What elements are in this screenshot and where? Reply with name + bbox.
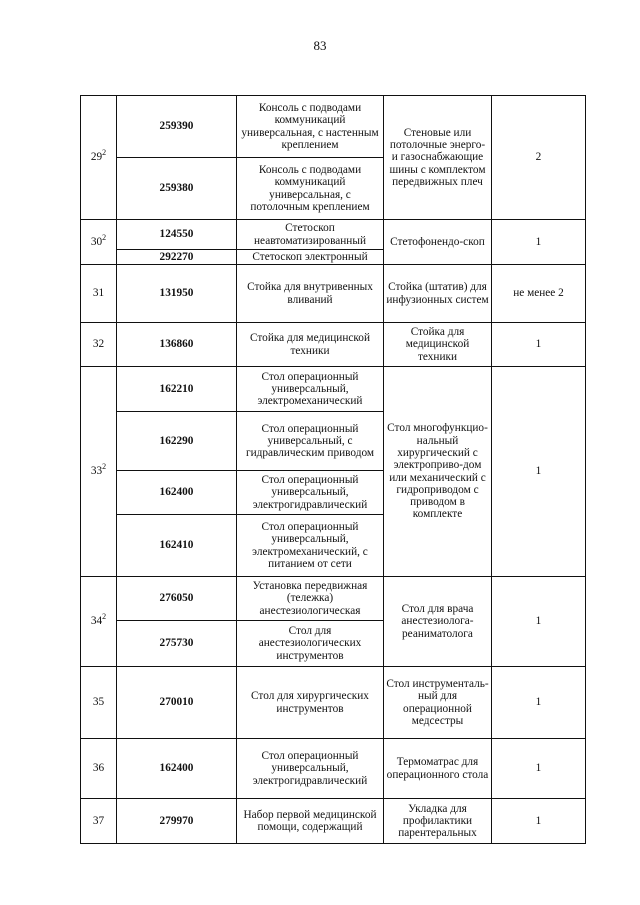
product-code: 124550 (117, 220, 237, 250)
product-code: 131950 (117, 265, 237, 323)
quantity: 1 (492, 799, 586, 844)
product-name: Стол для хирургических инструментов (237, 667, 384, 739)
equipment-table (80, 95, 586, 844)
quantity: 1 (492, 667, 586, 739)
row-number: $34^2$ (81, 577, 117, 667)
product-name: Набор первой медицинской помощи, содержащий (237, 799, 384, 844)
quantity: 1 (492, 323, 586, 367)
table-row (81, 367, 586, 412)
row-number: 31 (81, 265, 117, 323)
standard-name: Стол инструменталь-ный для операционной медсестры (384, 667, 492, 739)
quantity: 1 (492, 220, 586, 265)
product-name: Стетоскоп электронный (237, 250, 384, 265)
standard-name: Стетофонендо-скоп (384, 220, 492, 265)
product-name: Установка передвижная (тележка) анестезиологическая (237, 577, 384, 621)
row-number: 32 (81, 323, 117, 367)
product-name: Стетоскоп неавтоматизированный (237, 220, 384, 250)
product-name: Стол операционный универсальный, электромеханический, с питанием от сети (237, 515, 384, 577)
standard-name: Стеновые или потолочные энерго- и газоснабжающие шины с комплектом передвижных плеч (384, 96, 492, 220)
product-name: Стойка для внутривенных вливаний (237, 265, 384, 323)
product-name: Стойка для медицинской техники (237, 323, 384, 367)
standard-name: Стойка для медицинской техники (384, 323, 492, 367)
product-name: Стол для анестезиологических инструментов (237, 621, 384, 667)
row-number: 37 (81, 799, 117, 844)
product-code: 136860 (117, 323, 237, 367)
table-row (81, 323, 586, 367)
product-code: 162400 (117, 471, 237, 515)
product-code: 259390 (117, 96, 237, 158)
product-name: Стол операционный универсальный, электрогидравлический (237, 471, 384, 515)
product-name: Консоль с подводами коммуникаций универсальная, с потолочным креплением (237, 158, 384, 220)
page-number: 83 (313, 38, 327, 53)
standard-name: Термоматрас для операционного стола (384, 739, 492, 799)
product-name: Консоль с подводами коммуникаций универсальная, с настенным креплением (237, 96, 384, 158)
product-code: 162400 (117, 739, 237, 799)
product-code: 276050 (117, 577, 237, 621)
quantity: не менее 2 (492, 265, 586, 323)
product-code: 162210 (117, 367, 237, 412)
product-code: 259380 (117, 158, 237, 220)
product-name: Стол операционный универсальный, электрогидравлический (237, 739, 384, 799)
standard-name: Стол многофункцио-нальный хирургический с электроприво-дом или механический с гидроприводом с приводом в комплекте (384, 367, 492, 577)
table-row (81, 667, 586, 739)
table-row (81, 577, 586, 621)
standard-name: Укладка для профилактики парентеральных (384, 799, 492, 844)
row-number: $29^2$ (81, 96, 117, 220)
table-row (81, 739, 586, 799)
product-code: 292270 (117, 250, 237, 265)
row-number: $30^2$ (81, 220, 117, 265)
table-row (81, 799, 586, 844)
row-number: 36 (81, 739, 117, 799)
quantity: 2 (492, 96, 586, 220)
row-number: $33^2$ (81, 367, 117, 577)
standard-name: Стойка (штатив) для инфузионных систем (384, 265, 492, 323)
quantity: 1 (492, 577, 586, 667)
product-code: 162290 (117, 412, 237, 471)
product-code: 162410 (117, 515, 237, 577)
quantity: 1 (492, 739, 586, 799)
table-row (81, 265, 586, 323)
product-code: 270010 (117, 667, 237, 739)
quantity: 1 (492, 367, 586, 577)
product-name: Стол операционный универсальный, с гидравлическим приводом (237, 412, 384, 471)
product-code: 275730 (117, 621, 237, 667)
table-row (81, 220, 586, 250)
table-row (81, 96, 586, 158)
product-code: 279970 (117, 799, 237, 844)
standard-name: Стол для врача анестезиолога-реаниматолога (384, 577, 492, 667)
product-name: Стол операционный универсальный, электромеханический (237, 367, 384, 412)
row-number: 35 (81, 667, 117, 739)
